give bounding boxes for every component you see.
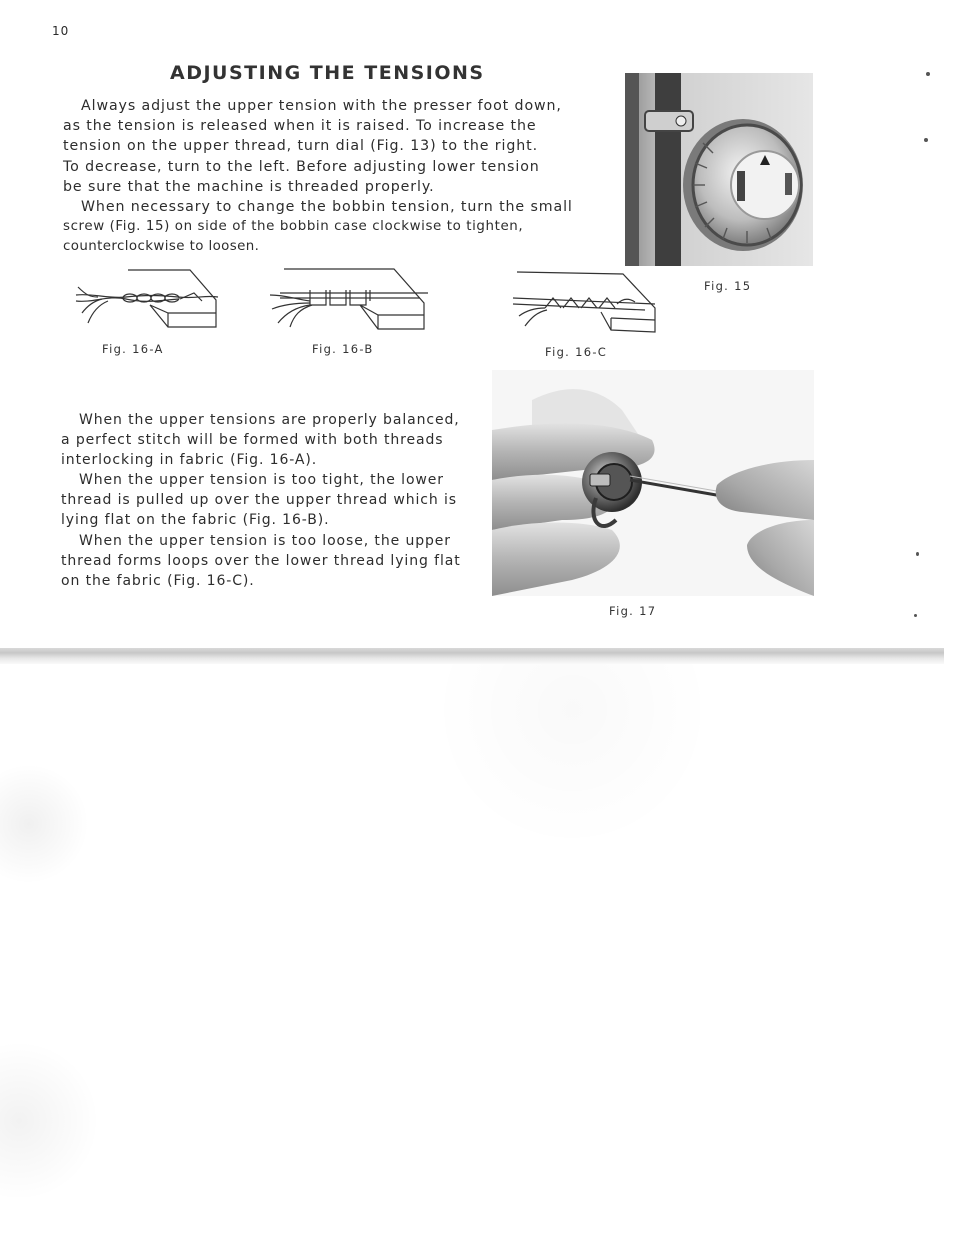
- text-line: screw (Fig. 15) on side of the bobbin case clockwise to tighten,: [63, 219, 524, 235]
- text-line: tension on the upper thread, turn dial (Fig. 13) to the right.: [63, 138, 539, 155]
- margin-speck: [926, 72, 930, 76]
- text-line: When the upper tension is too loose, the upper: [79, 532, 451, 549]
- balance-paragraph-3: [61, 531, 483, 591]
- scan-noise: [0, 664, 954, 1235]
- bobbin-case-image: [492, 370, 814, 596]
- text-line: be sure that the machine is threaded properly.: [63, 178, 435, 195]
- text-line: When the upper tension is too tight, the lower: [79, 472, 444, 489]
- intro-text: [63, 96, 591, 258]
- fig16a-caption: Fig. 16-A: [102, 342, 164, 356]
- text-line: interlocking in fabric (Fig. 16-A).: [61, 452, 318, 469]
- text-line: a perfect stitch will be formed with both threads: [61, 432, 444, 449]
- scan-divider: [0, 648, 944, 664]
- fig17-photo: [492, 370, 814, 596]
- tension-dial-image: [625, 73, 813, 266]
- page-title: ADJUSTING THE TENSIONS: [170, 62, 485, 84]
- fig16b-caption: Fig. 16-B: [312, 342, 374, 356]
- text-line: as the tension is released when it is raised. To increase the: [63, 118, 537, 135]
- text-line: thread forms loops over the lower thread lying flat: [61, 552, 461, 569]
- intro-paragraph-1: [63, 96, 591, 197]
- fig15-caption: Fig. 15: [704, 279, 752, 293]
- balance-paragraph-1: [61, 410, 483, 470]
- text-line: To decrease, turn to the left. Before adjusting lower tension: [63, 158, 540, 175]
- text-line: counterclockwise to loosen.: [63, 239, 260, 255]
- intro-paragraph-2: [63, 197, 591, 258]
- margin-speck: [914, 614, 917, 617]
- text-line: thread is pulled up over the upper thread which is: [61, 492, 457, 509]
- balance-paragraph-2: [61, 470, 483, 530]
- page-number: 10: [52, 24, 70, 38]
- fig16b-stitch-diagram: [250, 265, 430, 337]
- margin-speck: [924, 138, 928, 142]
- fig16c-stitch-diagram: [505, 268, 665, 340]
- text-line: Always adjust the upper tension with the presser foot down,: [81, 98, 562, 114]
- fig16c-caption: Fig. 16-C: [545, 345, 608, 359]
- text-line: lying flat on the fabric (Fig. 16-B).: [61, 512, 330, 529]
- fig17-caption: Fig. 17: [609, 604, 657, 618]
- fig15-photo: [625, 73, 813, 266]
- text-line: on the fabric (Fig. 16-C).: [61, 572, 255, 589]
- text-line: When the upper tensions are properly balanced,: [79, 412, 460, 428]
- text-line: When necessary to change the bobbin tension, turn the small: [81, 199, 573, 216]
- fig16a-stitch-diagram: [68, 265, 228, 335]
- balance-text: [61, 410, 483, 591]
- margin-speck: [916, 552, 919, 556]
